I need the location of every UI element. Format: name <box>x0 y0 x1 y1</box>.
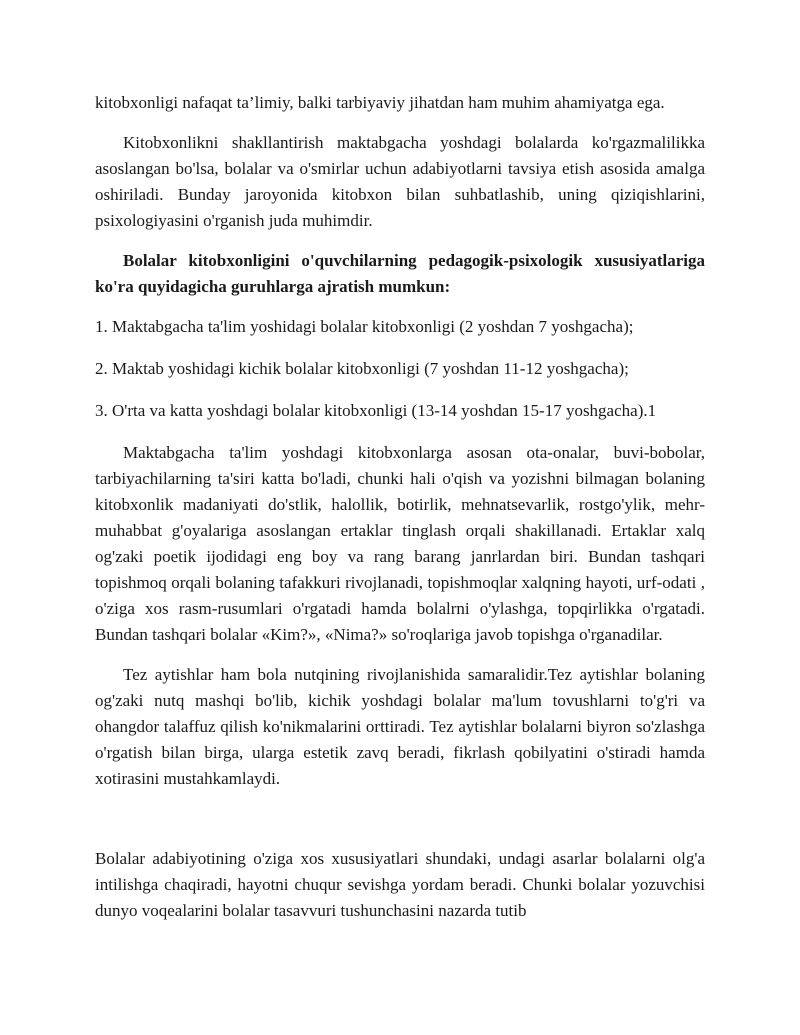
list-item-2: 2. Maktab yoshidagi kichik bolalar kitobxonligi (7 yoshdan 11-12 yoshgacha); <box>95 359 629 378</box>
paragraph-2: Kitobxonlikni shakllantirish maktabgacha yoshdagi bolalarda ko'rgazmalilikka asoslangan bo'lsa, bolalar va o'smirlar uchun adabiyotlarni tavsiya etish asosida amalga oshiriladi. Bunday jaroyonida kitobxon bilan suhbatlashib, uning qiziqishlarini, psixologiyasini o'rganish juda muhimdir. <box>95 133 705 230</box>
paragraph-5: Tez aytishlar ham bola nutqining rivojlanishida samaralidir.Tez aytishlar bolaning og'zaki nutq mashqi bo'lib, kichik yoshdagi bolalar ma'lum tovushlarni to'g'ri va ohangdor talaffuz qilish ko'nikmalarini orttiradi. Tez aytishlar bolalarni biyron so'zlashga o'rgatish bilan birga, ularga estetik zavq beradi, fikrlash qobilyatini o'stiradi hamda xotirasini mustahkamlaydi. <box>95 665 705 788</box>
list-item-3: 3. O'rta va katta yoshdagi bolalar kitobxonligi (13-14 yoshdan 15-17 yoshgacha).1 <box>95 401 657 420</box>
section-gap <box>95 806 705 846</box>
paragraph-1: kitobxonligi nafaqat ta’limiy, balki tarbiyaviy jihatdan ham muhim ahamiyatga ega. <box>95 93 665 112</box>
paragraph-6: Bolalar adabiyotining o'ziga xos xususiyatlari shundaki, undagi asarlar bolalarni olg'a intilishga chaqiradi, hayotni chuqur sevishga yordam beradi. Chunki bolalar yozuvchisi dunyo voqealarini bolalar tasavvuri tushunchasini nazarda tutib <box>95 849 705 920</box>
list-item-1: 1. Maktabgacha ta'lim yoshidagi bolalar kitobxonligi (2 yoshdan 7 yoshgacha); <box>95 317 634 336</box>
paragraph-3-heading: Bolalar kitobxonligini o'quvchilarning pedagogik-psixologik xususiyatlariga ko'ra quyidagicha guruhlarga ajratish mumkun: <box>95 251 705 296</box>
paragraph-4: Maktabgacha ta'lim yoshdagi kitobxonlarga asosan ota-onalar, buvi-bobolar, tarbiyachilarning ta'siri katta bo'ladi, chunki hali o'qish va yozishni bilmagan bolaning kitobxonlik madaniyati do'stlik, halollik, botirlik, mehnatsevarlik, rostgo'ylik, mehr-muhabbat g'oyalariga asoslangan ertaklar tinglash orqali shakillanadi. Ertaklar xalq og'zaki poetik ijodidagi eng boy va rang barang janrlardan biri. Bundan tashqari topishmoq orqali bolaning tafakkuri rivojlanadi, topishmoqlar xalqning hayoti, urf-odati , o'ziga xos rasm-rusumlari o'rgatadi hamda bolalrni o'ylashga, topqirlikka o'rgatadi. Bundan tashqari bolalar «Kim?», «Nima?» so'roqlariga javob topishga o'rganadilar. <box>95 443 705 644</box>
